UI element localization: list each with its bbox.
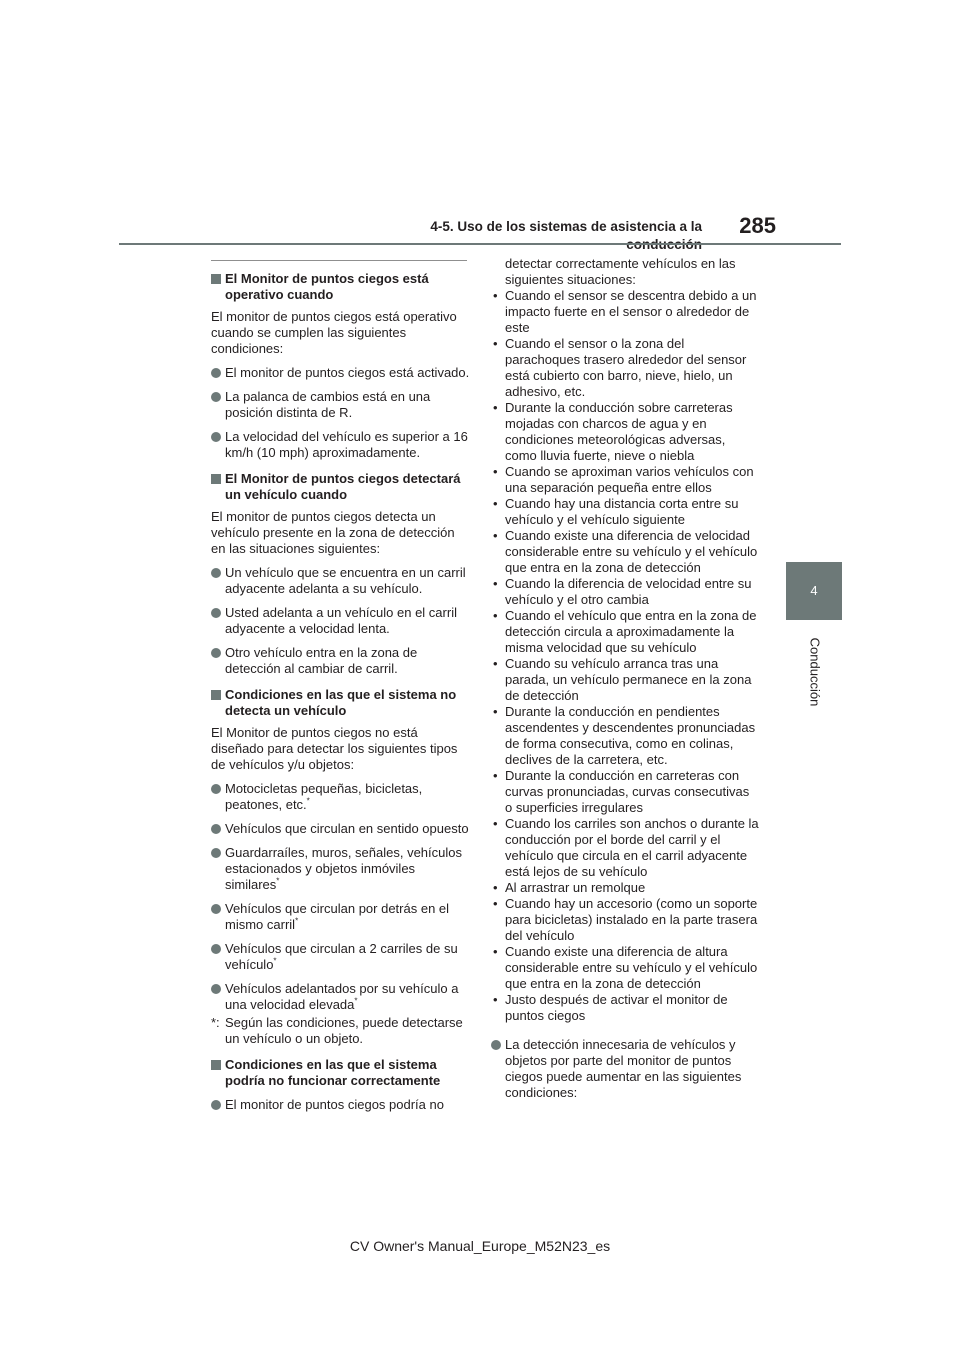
circle-bullet-icon	[211, 824, 221, 834]
list-item: Otro vehículo entra en la zona de detección al cambiar de carril.	[211, 645, 471, 677]
list-item: Vehículos adelantados por su vehículo a una velocidad elevada*	[211, 981, 471, 1013]
list-item: Usted adelanta a un vehículo en el carril adyacente a velocidad lenta.	[211, 605, 471, 637]
square-bullet-icon	[211, 690, 221, 700]
circle-bullet-icon	[211, 984, 221, 994]
circle-bullet-icon	[211, 368, 221, 378]
bullet-icon: •	[493, 816, 498, 831]
list-item: • Durante la conducción en carreteras con curvas pronunciadas, curvas consecutivas o superficies irregulares	[493, 768, 750, 815]
chapter-tab-number: 4	[786, 562, 842, 620]
header-divider	[119, 243, 841, 245]
list-item: • Cuando el sensor se descentra debido a un impacto fuerte en el sensor o alrededor de este	[493, 288, 757, 335]
list-item: La velocidad del vehículo es superior a 16 km/h (10 mph) aproximadamente.	[211, 429, 471, 461]
list-item: Un vehículo que se encuentra en un carril adyacente adelanta a su vehículo.	[211, 565, 471, 597]
list-item: Vehículos que circulan a 2 carriles de su vehículo*	[211, 941, 471, 973]
list-item: Vehículos que circulan en sentido opuesto	[211, 821, 471, 837]
list-item: • Cuando hay una distancia corta entre su vehículo y el vehículo siguiente	[493, 496, 739, 527]
footnote: *: Según las condiciones, puede detectarse un vehículo o un objeto.	[211, 1015, 463, 1046]
list-item: La detección innecesaria de vehículos y objetos por parte del monitor de puntos ciegos puede aumentar en las siguientes condiciones:	[491, 1037, 759, 1101]
bullet-icon: •	[493, 576, 498, 591]
right-column	[491, 256, 759, 1101]
section-heading: Condiciones en las que el sistema no detecta un vehículo	[211, 687, 471, 719]
section-heading: El Monitor de puntos ciegos detectará un vehículo cuando	[211, 471, 471, 503]
list-item: El monitor de puntos ciegos está activado.	[211, 365, 471, 381]
list-item: • Cuando los carriles son anchos o durante la conducción por el borde del carril y el vehículo que circula en el carril adyacente está lejos de su vehículo	[493, 816, 759, 879]
list-item: • Durante la conducción en pendientes ascendentes y descendentes pronunciadas de forma consecutiva, como en colinas, declives de la carretera, etc.	[493, 704, 756, 767]
bullet-icon: •	[493, 464, 498, 479]
column-divider	[211, 260, 467, 261]
section-heading: El Monitor de puntos ciegos está operativo cuando	[211, 271, 471, 303]
bullet-icon: •	[493, 528, 498, 543]
circle-bullet-icon	[211, 1100, 221, 1110]
list-item: • Cuando el vehículo que entra en la zona de detección circula a aproximadamente la misma velocidad que su vehículo	[493, 608, 757, 655]
chapter-tab-label: Conducción	[807, 637, 822, 707]
paragraph: El monitor de puntos ciegos detecta un vehículo presente en la zona de detección en las situaciones siguientes:	[211, 509, 455, 556]
square-bullet-icon	[211, 474, 221, 484]
circle-bullet-icon	[211, 784, 221, 794]
circle-bullet-icon	[211, 568, 221, 578]
circle-bullet-icon	[211, 648, 221, 658]
list-item: • Al arrastrar un remolque	[493, 880, 646, 895]
list-item: • Durante la conducción sobre carreteras mojadas con charcos de agua y en condiciones meteorológicas adversas, como lluvia fuerte, nieve o niebla	[493, 400, 733, 463]
circle-bullet-icon	[491, 1040, 501, 1050]
section-title: 4-5. Uso de los sistemas de asistencia a la	[430, 219, 702, 234]
circle-bullet-icon	[211, 608, 221, 618]
list-item: • Cuando la diferencia de velocidad entre su vehículo y el otro cambia	[493, 576, 752, 607]
paragraph-continued: detectar correctamente vehículos en las siguientes situaciones:	[505, 256, 736, 287]
list-item: • Cuando su vehículo arranca tras una parada, un vehículo permanece en la zona de detección	[493, 656, 752, 703]
bullet-icon: •	[493, 880, 498, 895]
list-item: • Cuando existe una diferencia de altura considerable entre su vehículo y el vehículo que entra en la zona de detección	[493, 944, 758, 991]
bullet-icon: •	[493, 704, 498, 719]
list-item: • Cuando hay un accesorio (como un soporte para bicicletas) instalado en la parte trasera del vehículo	[493, 896, 758, 943]
bullet-icon: •	[493, 496, 498, 511]
bullet-icon: •	[493, 288, 498, 303]
bullet-icon: •	[493, 336, 498, 351]
list-item: • Cuando existe una diferencia de velocidad considerable entre su vehículo y el vehículo que entra en la zona de detección	[493, 528, 758, 575]
list-item: • Justo después de activar el monitor de puntos ciegos	[493, 992, 728, 1023]
section-heading: Condiciones en las que el sistema podría no funcionar correctamente	[211, 1057, 471, 1089]
list-item: La palanca de cambios está en una posición distinta de R.	[211, 389, 471, 421]
paragraph: El monitor de puntos ciegos está operativo cuando se cumplen las siguientes condiciones:	[211, 309, 457, 356]
circle-bullet-icon	[211, 904, 221, 914]
list-item: • Cuando el sensor o la zona del parachoques trasero alrededor del sensor está cubierto con barro, nieve, hielo, un adhesivo, etc.	[493, 336, 747, 399]
bullet-icon: •	[493, 896, 498, 911]
bullet-icon: •	[493, 608, 498, 623]
list-item: • Cuando se aproximan varios vehículos con una separación pequeña entre ellos	[493, 464, 754, 495]
list-item: El monitor de puntos ciegos podría no	[211, 1097, 471, 1113]
bullet-icon: •	[493, 992, 498, 1007]
bullet-icon: •	[493, 768, 498, 783]
square-bullet-icon	[211, 1060, 221, 1070]
list-item: Vehículos que circulan por detrás en el mismo carril*	[211, 901, 471, 933]
circle-bullet-icon	[211, 392, 221, 402]
circle-bullet-icon	[211, 432, 221, 442]
condition-list	[491, 288, 759, 1024]
document-footer: CV Owner's Manual_Europe_M52N23_es	[349, 1238, 611, 1254]
bullet-icon: •	[493, 656, 498, 671]
page-number: 285	[739, 213, 776, 238]
bullet-icon: •	[493, 400, 498, 415]
left-column	[211, 260, 471, 1113]
circle-bullet-icon	[211, 944, 221, 954]
bullet-icon: •	[493, 944, 498, 959]
list-item: Motocicletas pequeñas, bicicletas, peatones, etc.*	[211, 781, 471, 813]
circle-bullet-icon	[211, 848, 221, 858]
list-item: Guardarraíles, muros, señales, vehículos estacionados y objetos inmóviles similares*	[211, 845, 471, 893]
paragraph: El Monitor de puntos ciegos no está diseñado para detectar los siguientes tipos de vehículos y/u objetos:	[211, 725, 458, 772]
square-bullet-icon	[211, 274, 221, 284]
